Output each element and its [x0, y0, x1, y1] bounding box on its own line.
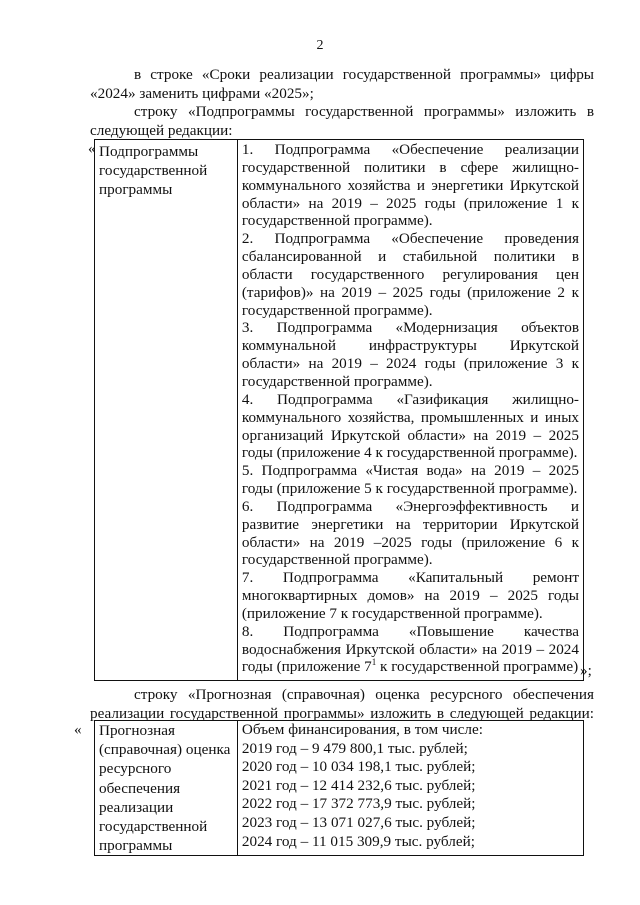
funding-line: 2023 год – 13 071 027,6 тыс. рублей;: [241, 813, 476, 831]
subprogram-item-text: 8. Подпрограмма «Повышение качества водоснабжения Иркутской области» на 2019 – 2024 годы (приложение 7: [241, 622, 579, 676]
paragraph-line: строку «Подпрограммы государственной программы» изложить в: [134, 103, 594, 120]
subprograms-table: [94, 139, 584, 681]
subprogram-item: 4. Подпрограмма «Газификация жилищно-коммунального хозяйства, промышленных и иных организаций Иркутской области» на 2019 – 2025 годы (приложение 4 к государственной программе).: [241, 390, 579, 462]
closing-quote: »;: [580, 662, 592, 679]
funding-line: 2024 год – 11 015 309,9 тыс. рублей;: [241, 832, 475, 850]
resource-label-cell: [95, 721, 238, 856]
subprogram-item: 3. Подпрограмма «Модернизация объектов коммунальной инфраструктуры Иркутской области» на 2019 – 2024 годы (приложение 3 к государственной программе).: [241, 319, 579, 390]
opening-quote: «: [74, 721, 82, 738]
resource-table: [94, 720, 584, 856]
paragraph-line: следующей редакции:: [90, 121, 233, 139]
opening-quote: «: [88, 140, 96, 157]
subprograms-list-cell: [237, 140, 583, 681]
funding-line: Объем финансирования, в том числе:: [241, 721, 483, 738]
resource-values-cell: [237, 721, 583, 856]
subprogram-item: 7. Подпрограмма «Капитальный ремонт многоквартирных домов» на 2019 – 2025 годы (приложение 7 к государственной программе).: [241, 569, 579, 622]
table-row: [95, 140, 584, 681]
paragraph-resource-intro: [90, 686, 594, 723]
subprogram-item: [242, 623, 579, 677]
subprograms-label: Подпрограммы государственной программы: [99, 143, 208, 198]
subprogram-item: 6. Подпрограмма «Энергоэффективность и развитие энергетики на территории Иркутской области» на 2019 –2025 годы (приложение 6 к государственной программе).: [241, 497, 579, 569]
funding-line: 2019 год – 9 479 800,1 тыс. рублей;: [241, 739, 468, 757]
funding-line: 2021 год – 12 414 232,6 тыс. рублей;: [241, 776, 476, 794]
subprogram-item: 1. Подпрограмма «Обеспечение реализации государственной политики в сфере жилищно-коммунального хозяйства и энергетики Иркутской области» на 2019 – 2025 годы (приложение 1 к государственной программе).: [241, 141, 579, 230]
paragraph-subprograms-intro: [90, 103, 594, 140]
subprogram-item: 5. Подпрограмма «Чистая вода» на 2019 – 2025 годы (приложение 5 к государственной программе).: [241, 462, 579, 498]
paragraph-line: «2024» заменить цифрами «2025»;: [90, 84, 314, 102]
superscript: 1: [371, 657, 377, 668]
funding-line: 2022 год – 17 372 773,9 тыс. рублей;: [241, 795, 476, 813]
resource-label: Прогнозная (справочная) оценка ресурсного обеспечения реализации государственной программы: [99, 722, 231, 855]
table-row: [95, 721, 584, 856]
subprogram-item: 2. Подпрограмма «Обеспечение проведения сбалансированной и стабильной политики в области государственного регулирования цен (тарифов)» на 2019 – 2025 годы (приложение 2 к государственной программе).: [241, 230, 579, 319]
funding-line: 2020 год – 10 034 198,1 тыс. рублей;: [241, 758, 476, 776]
page-number: 2: [316, 38, 324, 53]
subprogram-item-text: к государственной программе): [380, 658, 579, 676]
subprograms-label-cell: [95, 140, 238, 681]
paragraph-deadlines: [90, 66, 594, 103]
paragraph-line: в строке «Сроки реализации государственной программы» цифры: [134, 66, 594, 83]
paragraph-line: строку «Прогнозная (справочная) оценка ресурсного обеспечения: [134, 686, 594, 703]
paragraph-line: реализации государственной программы» изложить в следующей редакции:: [90, 704, 594, 722]
